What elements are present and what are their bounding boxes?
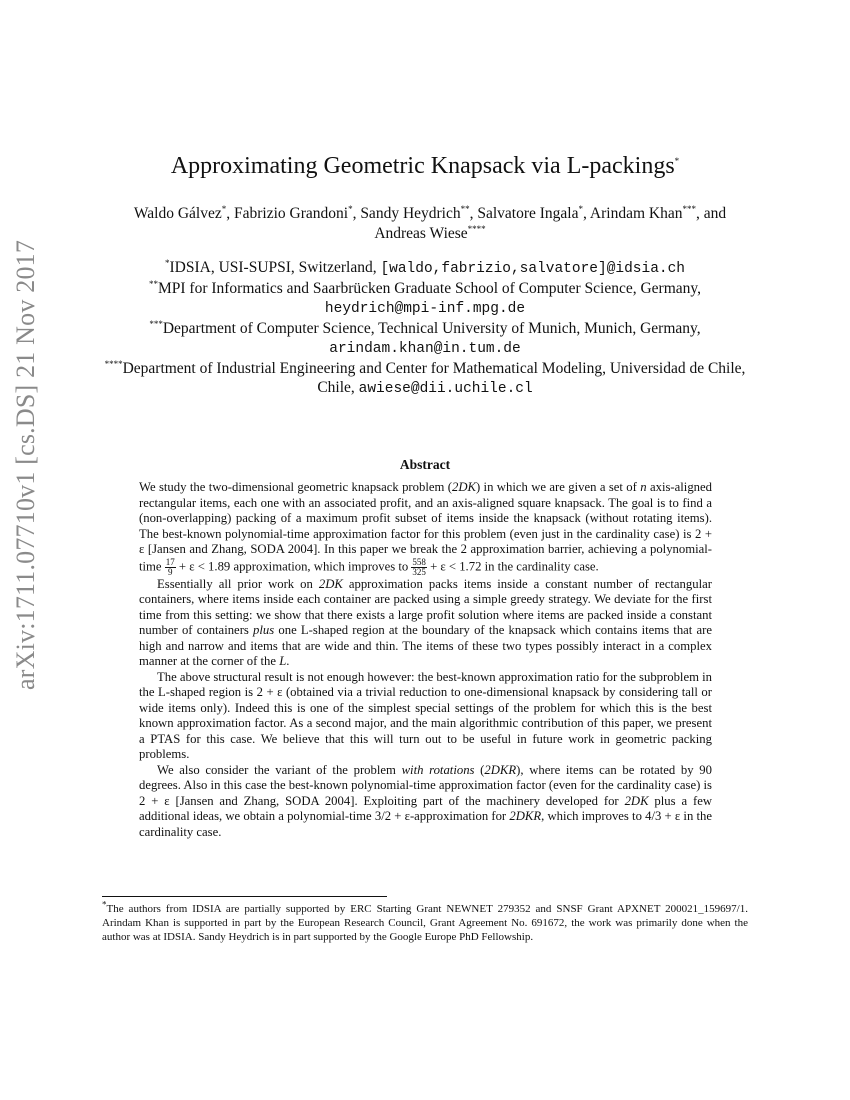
author: Andreas Wiese — [374, 225, 468, 242]
author: Arindam Khan — [589, 205, 683, 222]
affiliation: ***Department of Computer Science, Technical University of Munich, Munich, Germany, arindam.khan@in.tum.de — [149, 318, 701, 357]
abstract-paragraph: Essentially all prior work on 2DK approximation packs items inside a constant number of rectangular containers, where items inside each container are packed using a simple greedy strategy. We deviate for the first time from this setting: we show that there exists a large profit solution where items are packed inside a constant number of containers plus one L-shaped region at the boundary of the knapsack which contains items that are high and narrow and items that are wide and thin. The items of these two types possibly interact in a complex manner at the corner of the L. — [139, 576, 712, 668]
author: Waldo Gálvez — [133, 205, 222, 222]
footnote: *The authors from IDSIA are partially supported by ERC Starting Grant NEWNET 279352 and SNSF Grant APXNET 200021_159697/1. Arindam Khan is supported in part by the European Research Council, Grant Agreement No. 691672, the work was primarily done when the author was at IDSIA. Sandy Heydrich is in part supported by the Google Europe PhD Fellowship. — [102, 899, 748, 943]
affiliations — [95, 258, 755, 399]
fraction: $\frac{558}{325}$ — [412, 556, 426, 577]
paper-title: Approximating Geometric Knapsack via L-packings* — [170, 153, 680, 179]
affiliation: ****Department of Industrial Engineering and Center for Mathematical Modeling, Universidad de Chile, Chile, awiese@dii.uchile.cl — [104, 358, 746, 397]
footnote-rule — [102, 896, 387, 897]
abstract-paragraph: We study the two-dimensional geometric knapsack problem (2DK) in which we are given a set of n axis-aligned rectangular items, each one with an associated profit, and an axis-aligned square knapsack. The goal is to find a (non-overlapping) packing of a maximum profit subset of items inside the knapsack (without rotating items). The best-known polynomial-time approximation factor for this problem (even just in the cardinality case) is 2 + ε [Jansen and Zhang, SODA 2004]. In this paper we break the 2 approximation barrier, achieving a polynomial-time $\frac{17}{9}$ + ε < 1.89 approximation, which improves to $\frac{558}{325}$ + ε < 1.72 in the cardinality case. — [139, 480, 713, 577]
abstract-body — [139, 480, 712, 840]
abstract-paragraph: The above structural result is not enough however: the best-known approximation ratio for the subproblem in the L-shaped region is 2 + ε (obtained via a trivial reduction to one-dimensional knapsack by considering tall or wide items only). Indeed this is one of the simplest special settings of the problem for which this is the best known approximation factor. As a second major, and the main algorithmic contribution of this paper, we present a PTAS for this case. We believe that this will turn out to be useful in future work in geometric packing problems. — [139, 669, 712, 761]
author: Fabrizio Grandoni — [233, 205, 349, 222]
abstract-heading: Abstract — [399, 457, 451, 472]
email: awiese@dii.uchile.cl — [358, 381, 533, 397]
email: [waldo,fabrizio,salvatore]@idsia.ch — [380, 261, 686, 277]
arxiv-identifier-stamp: arXiv:1711.07710v1 [cs.DS] 21 Nov 2017 — [11, 239, 40, 690]
affiliation: **MPI for Informatics and Saarbrücken Graduate School of Computer Science, Germany, heydrich@mpi-inf.mpg.de — [148, 278, 702, 317]
abstract-paragraph: We also consider the variant of the problem with rotations (2DKR), where items can be rotated by 90 degrees. Also in this case the best-known polynomial-time approximation factor (even for the cardinality case) is 2 + ε [Jansen and Zhang, SODA 2004]. Exploiting part of the machinery developed for 2DK plus a few additional ideas, we obtain a polynomial-time 3/2 + ε-approximation for 2DKR, which improves to 4/3 + ε in the cardinality case. — [139, 762, 712, 839]
author-list: Waldo Gálvez*, Fabrizio Grandoni*, Sandy Heydrich**, Salvatore Ingala*, Arindam Khan***, and Andreas Wiese**** — [133, 203, 727, 242]
affiliation: *IDSIA, USI-SUPSI, Switzerland, [waldo,fabrizio,salvatore]@idsia.ch — [164, 257, 686, 277]
email: arindam.khan@in.tum.de — [329, 341, 521, 357]
fraction: $\frac{17}{9}$ — [165, 556, 175, 577]
email: heydrich@mpi-inf.mpg.de — [324, 301, 526, 317]
author: Salvatore Ingala — [477, 205, 579, 222]
author: Sandy Heydrich — [360, 205, 461, 222]
